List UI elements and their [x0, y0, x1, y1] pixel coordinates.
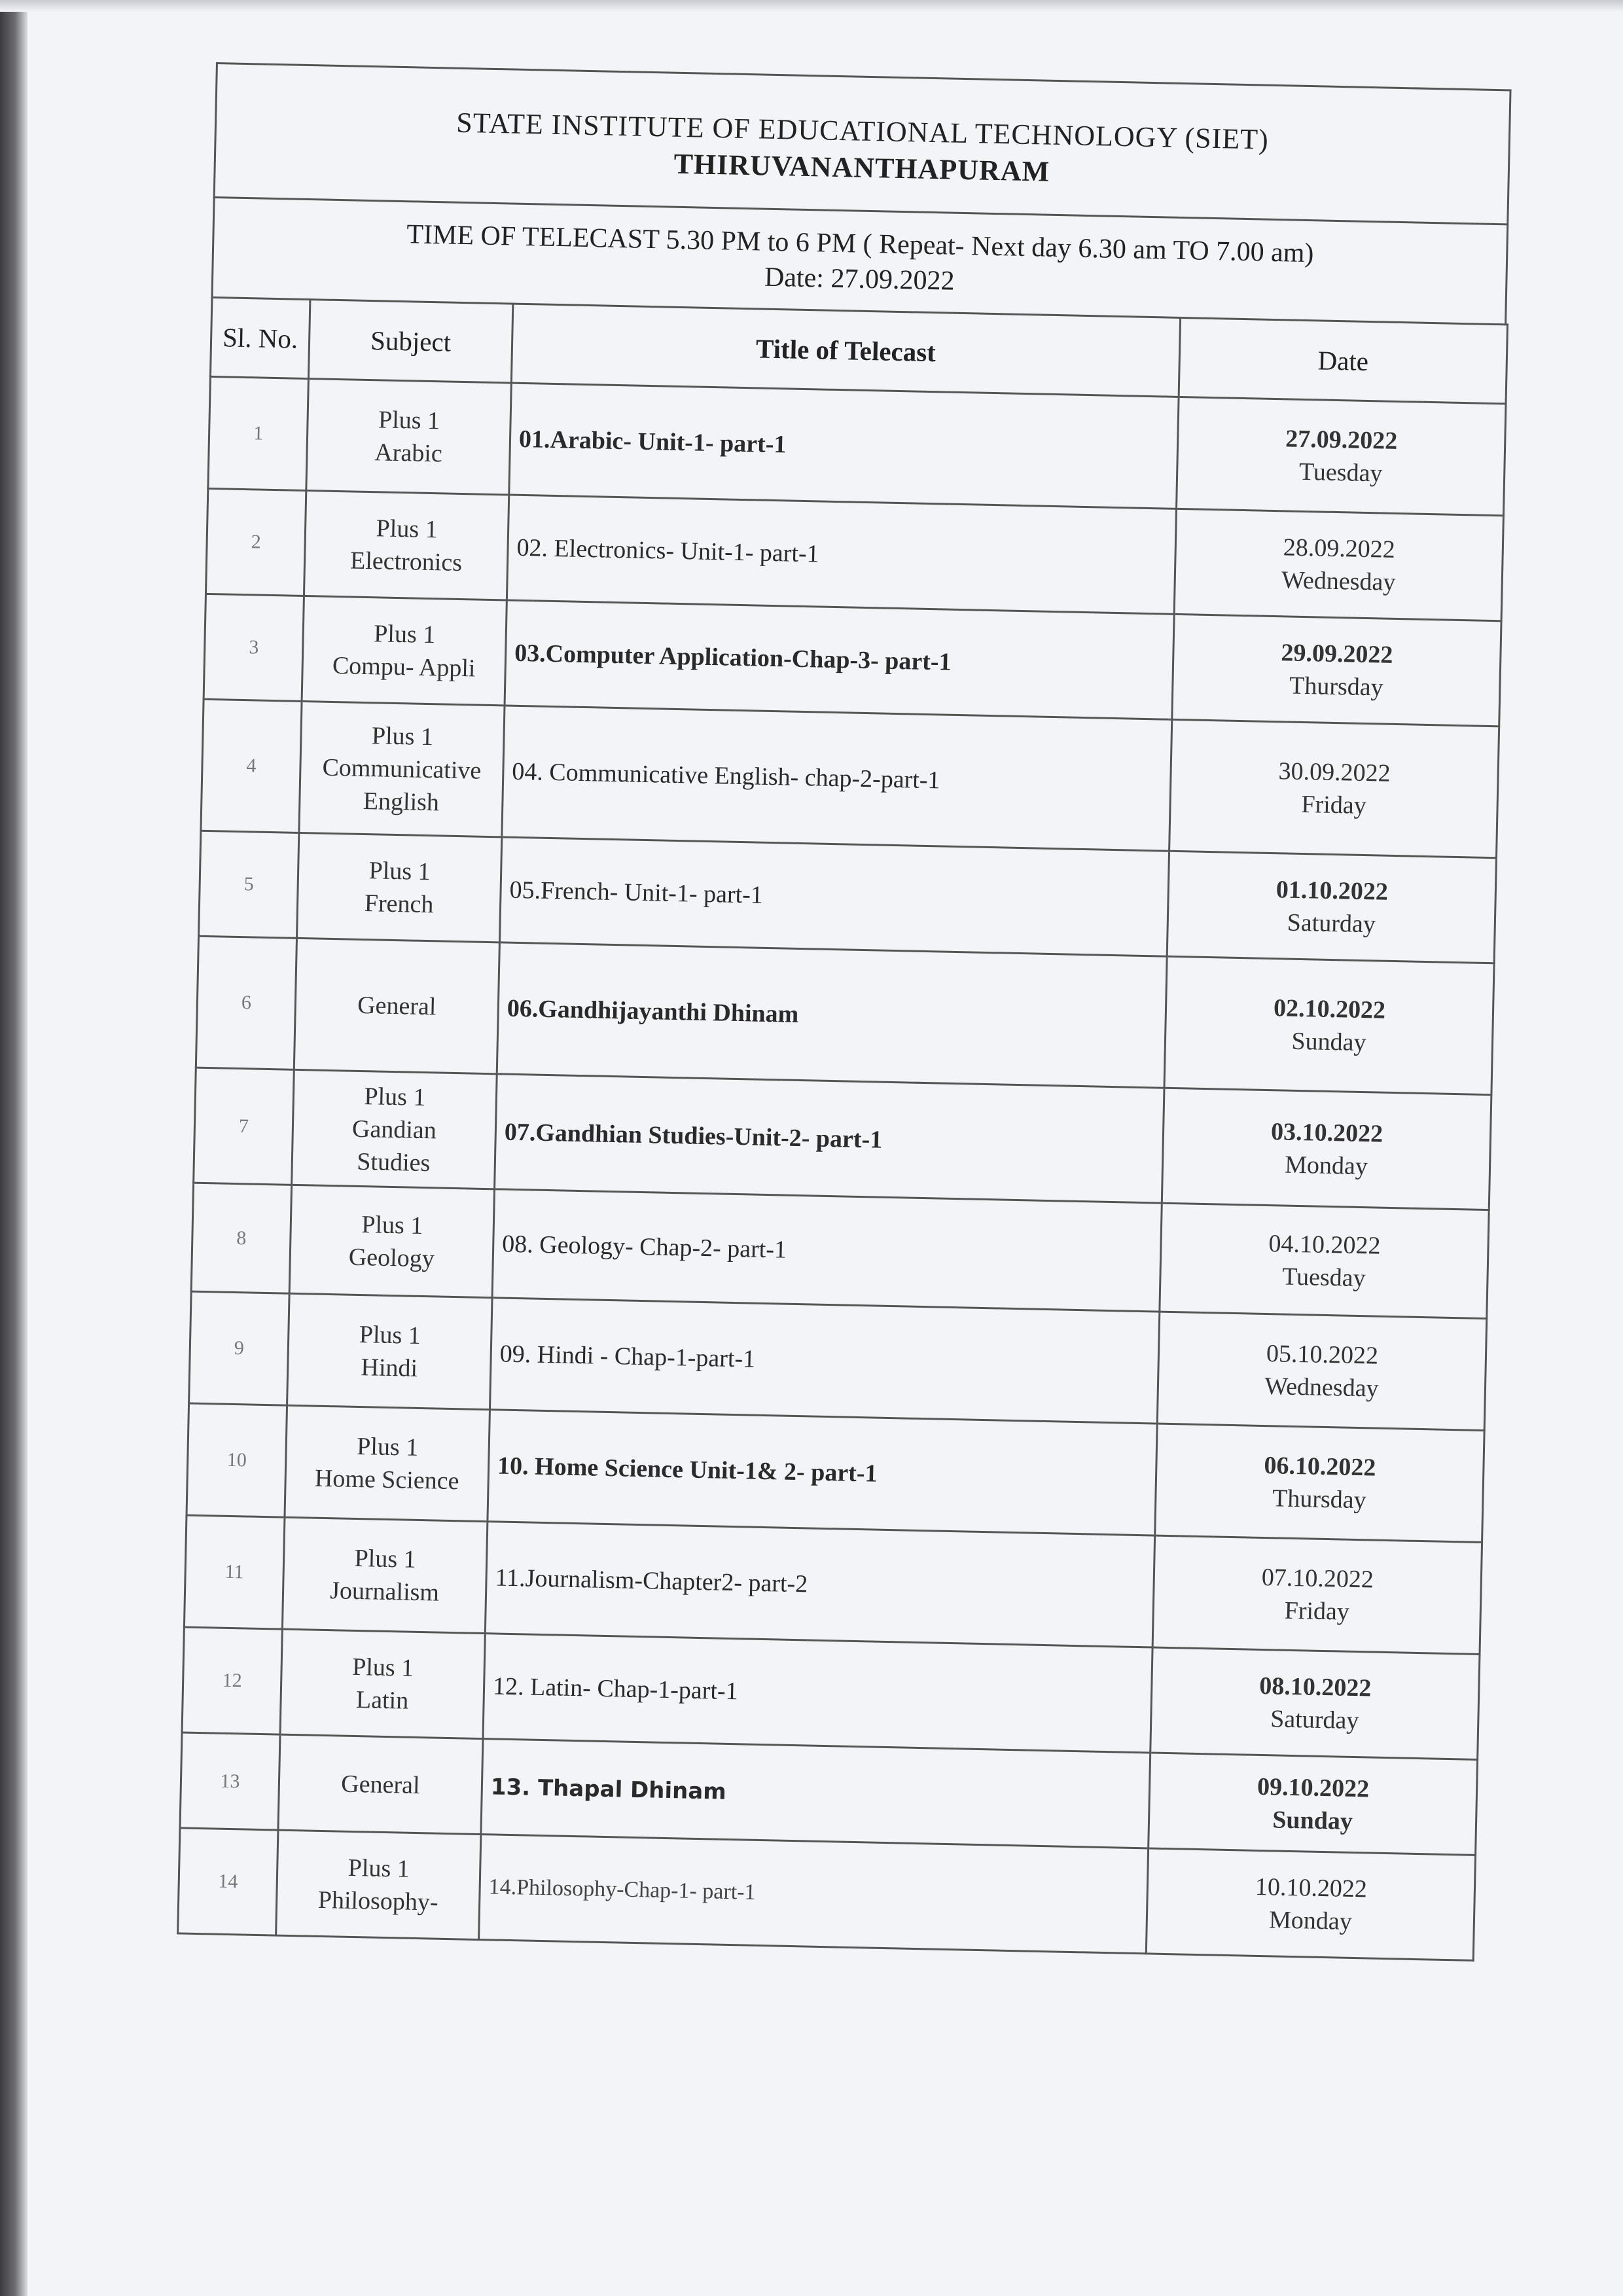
- row-subject: [296, 833, 501, 942]
- row-date: [1152, 1535, 1482, 1654]
- row-title: 05.French- Unit-1- part-1: [499, 837, 1169, 956]
- subject-line: Plus 1: [368, 857, 431, 886]
- column-header-date: Date: [1179, 317, 1507, 403]
- row-subject: [276, 1830, 481, 1939]
- day-value: Wednesday: [1281, 566, 1396, 596]
- column-header-slno: Sl. No.: [210, 297, 310, 378]
- date-value: 10.10.2022: [1255, 1873, 1368, 1903]
- subject-line: Plus 1: [378, 406, 440, 435]
- date-value: 09.10.2022: [1257, 1772, 1370, 1803]
- row-subject: [280, 1629, 485, 1738]
- row-subject: [282, 1517, 488, 1633]
- subject-line: Plus 1: [373, 620, 436, 649]
- row-title: 08. Geology- Chap-2- part-1: [492, 1189, 1162, 1312]
- row-slno: 1: [208, 376, 309, 490]
- date-value: 04.10.2022: [1268, 1229, 1381, 1260]
- row-subject: [285, 1405, 490, 1521]
- subject-line: Plus 1: [371, 722, 434, 751]
- day-value: Saturday: [1270, 1705, 1359, 1735]
- subject-line: Plus 1: [351, 1653, 414, 1682]
- row-slno: 4: [201, 699, 302, 833]
- row-date: [1164, 956, 1494, 1094]
- row-slno: 11: [184, 1515, 285, 1629]
- row-subject: [306, 379, 512, 495]
- scan-edge-shadow: [0, 0, 27, 2296]
- row-date: [1149, 1753, 1478, 1855]
- subject-line: General: [340, 1770, 421, 1799]
- subject-line: Plus 1: [354, 1544, 417, 1573]
- row-slno: 14: [178, 1828, 278, 1935]
- column-header-subject: Subject: [308, 300, 512, 383]
- schedule-date: Date: 27.09.2022: [764, 262, 955, 296]
- row-date: [1150, 1647, 1480, 1759]
- row-slno: 3: [204, 594, 304, 701]
- institute-header: [213, 62, 1512, 223]
- row-slno: 7: [194, 1067, 294, 1185]
- row-subject: [302, 596, 507, 705]
- row-date: [1162, 1088, 1491, 1210]
- subject-line: Latin: [355, 1686, 409, 1715]
- row-date: [1172, 614, 1501, 726]
- row-title: 12. Latin- Chap-1-part-1: [483, 1634, 1152, 1753]
- schedule-sheet: [177, 62, 1511, 1962]
- date-value: 29.09.2022: [1281, 639, 1393, 669]
- subject-line: Plus 1: [348, 1854, 410, 1883]
- subject-line: Compu- Appli: [332, 651, 476, 683]
- subject-line: Journalism: [329, 1577, 440, 1607]
- subject-line: General: [357, 991, 437, 1021]
- row-title: 14.Philosophy-Chap-1- part-1: [479, 1835, 1149, 1954]
- day-value: Friday: [1301, 790, 1367, 820]
- row-date: [1160, 1203, 1489, 1318]
- subject-line: Plus 1: [359, 1321, 421, 1350]
- row-date: [1157, 1312, 1486, 1430]
- row-title: 10. Home Science Unit-1& 2- part-1: [488, 1410, 1157, 1535]
- row-slno: 10: [187, 1403, 287, 1517]
- row-title: 07.Gandhian Studies-Unit-2- part-1: [495, 1074, 1164, 1203]
- day-value: Monday: [1268, 1906, 1353, 1935]
- subject-line: Plus 1: [376, 514, 438, 544]
- day-value: Sunday: [1272, 1805, 1353, 1835]
- row-subject: [292, 1069, 497, 1189]
- day-value: Sunday: [1291, 1027, 1366, 1057]
- row-title: 09. Hindi - Chap-1-part-1: [490, 1298, 1159, 1424]
- subject-line: Plus 1: [364, 1082, 426, 1111]
- row-title: 03.Computer Application-Chap-3- part-1: [505, 600, 1174, 719]
- day-value: Thursday: [1272, 1484, 1367, 1515]
- day-value: Tuesday: [1298, 457, 1383, 488]
- row-slno: 6: [196, 936, 296, 1069]
- subject-line: Philosophy-: [317, 1886, 438, 1916]
- date-value: 01.10.2022: [1275, 876, 1389, 906]
- subject-line: Studies: [356, 1147, 431, 1177]
- subject-line: Plus 1: [356, 1432, 419, 1462]
- subject-line: Gandian: [351, 1115, 437, 1144]
- date-value: 03.10.2022: [1270, 1117, 1383, 1148]
- scan-top-shadow: [0, 0, 1623, 12]
- row-date: [1169, 719, 1499, 857]
- row-date: [1146, 1848, 1475, 1960]
- row-subject: [289, 1185, 494, 1297]
- date-value: 06.10.2022: [1264, 1452, 1376, 1482]
- row-slno: 13: [180, 1732, 280, 1830]
- day-value: Wednesday: [1264, 1372, 1379, 1403]
- row-title: 04. Communicative English- chap-2-part-1: [502, 706, 1172, 851]
- subject-line: French: [364, 889, 434, 919]
- row-title: 01.Arabic- Unit-1- part-1: [509, 383, 1179, 509]
- table-row: [201, 699, 1499, 857]
- row-date: [1174, 509, 1503, 620]
- row-title: 13. Thapal Dhinam: [481, 1739, 1150, 1848]
- day-value: Tuesday: [1281, 1263, 1366, 1292]
- subject-line: English: [363, 787, 440, 817]
- date-value: 07.10.2022: [1261, 1563, 1374, 1594]
- table-row: [196, 936, 1494, 1094]
- row-date: [1167, 851, 1496, 963]
- telecast-schedule-table: [177, 296, 1508, 1962]
- subject-line: Communicative: [322, 753, 482, 785]
- day-value: Thursday: [1289, 672, 1384, 702]
- row-slno: 2: [205, 488, 306, 596]
- row-date: [1177, 397, 1506, 515]
- date-value: 02.10.2022: [1273, 994, 1386, 1024]
- date-value: 28.09.2022: [1283, 533, 1396, 564]
- subject-line: Arabic: [374, 439, 443, 468]
- row-subject: [278, 1734, 483, 1834]
- day-value: Monday: [1284, 1151, 1368, 1180]
- row-slno: 12: [182, 1627, 282, 1734]
- institute-city: THIRUVANANTHAPURAM: [673, 147, 1050, 188]
- row-subject: [287, 1293, 493, 1409]
- row-slno: 8: [191, 1183, 291, 1293]
- subject-line: Plus 1: [361, 1210, 423, 1240]
- row-slno: 9: [189, 1291, 290, 1405]
- subject-line: Hindi: [361, 1354, 418, 1382]
- row-subject: [299, 701, 505, 836]
- row-subject: [294, 938, 499, 1073]
- row-slno: 5: [199, 831, 299, 938]
- day-value: Saturday: [1287, 908, 1376, 939]
- subject-line: Geology: [348, 1243, 435, 1272]
- date-value: 27.09.2022: [1285, 425, 1398, 455]
- column-header-title: Title of Telecast: [511, 304, 1180, 397]
- row-date: [1155, 1424, 1484, 1542]
- date-value: 05.10.2022: [1266, 1340, 1379, 1370]
- subject-line: Electronics: [349, 547, 463, 577]
- date-value: 08.10.2022: [1258, 1672, 1372, 1702]
- row-subject: [304, 491, 508, 600]
- institute-name: STATE INSTITUTE OF EDUCATIONAL TECHNOLOGY (SIET): [455, 106, 1270, 156]
- telecast-time: TIME OF TELECAST 5.30 PM to 6 PM ( Repeat- Next day 6.30 am TO 7.00 am): [406, 219, 1314, 269]
- row-title: 11.Journalism-Chapter2- part-2: [485, 1522, 1154, 1647]
- day-value: Friday: [1284, 1596, 1350, 1626]
- subject-line: Home Science: [314, 1464, 459, 1496]
- date-value: 30.09.2022: [1278, 757, 1391, 787]
- row-title: 06.Gandhijayanthi Dhinam: [497, 942, 1167, 1088]
- row-title: 02. Electronics- Unit-1- part-1: [507, 495, 1176, 614]
